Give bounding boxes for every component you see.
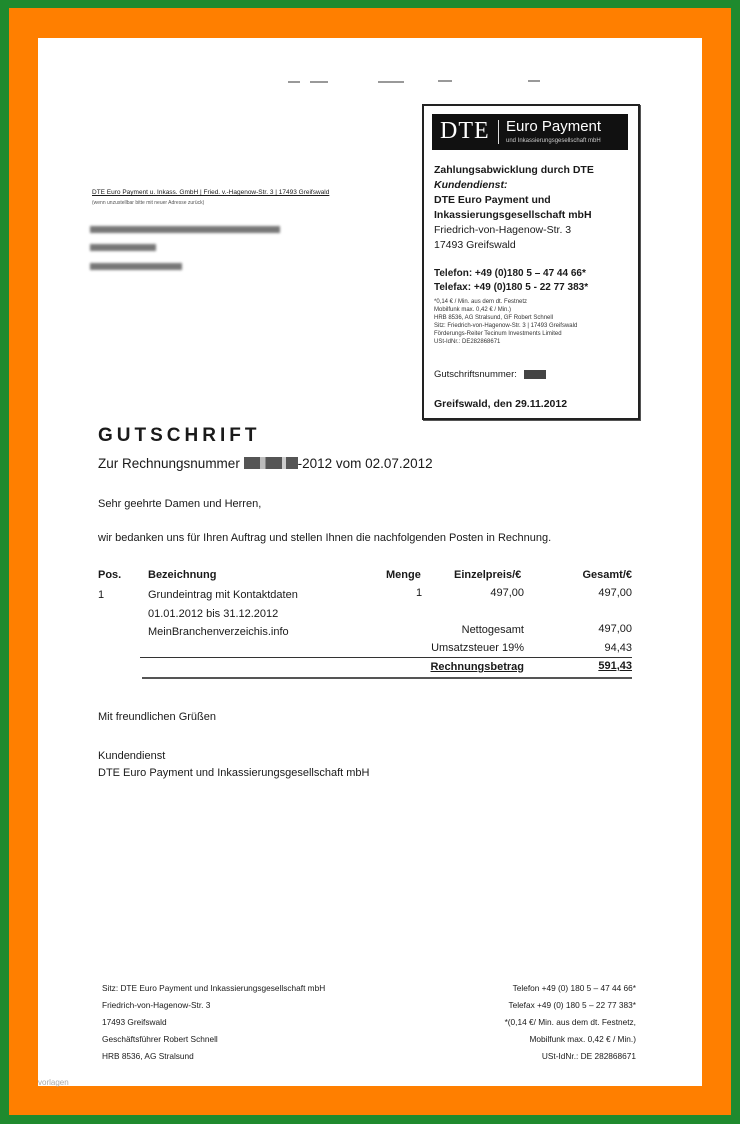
item-description-line2: 01.01.2012 bis 31.12.2012	[148, 608, 279, 620]
scan-mark	[528, 80, 540, 82]
footer-right-line: *(0,14 €/ Min. aus dem dt. Festnetz,	[504, 1017, 636, 1027]
signature-company: DTE Euro Payment und Inkassierungsgesellschaft mbH	[98, 767, 370, 779]
footer-left-line: HRB 8536, AG Stralsund	[102, 1051, 194, 1061]
footer-contact-info	[438, 980, 636, 1065]
company-phone: Telefon: +49 (0)180 5 – 47 44 66*	[434, 268, 586, 279]
reference-suffix: -2012 vom 02.07.2012	[297, 456, 433, 471]
invoice-number-redacted	[244, 457, 298, 469]
signature-department: Kundendienst	[98, 750, 166, 762]
invoice-amount-value: 591,43	[598, 660, 632, 672]
footer-right-line: USt-IdNr.: DE 282868671	[541, 1051, 636, 1061]
column-header-quantity: Menge	[386, 569, 421, 581]
letter-page	[38, 38, 702, 1086]
sender-note: (wenn unzustellbar bitte mit neuer Adresse zurück)	[92, 200, 205, 206]
item-total: 497,00	[598, 587, 632, 599]
credit-number-row	[434, 369, 546, 380]
company-street: Friedrich-von-Hagenow-Str. 3	[434, 224, 572, 236]
reference-prefix: Zur Rechnungsnummer	[98, 456, 240, 471]
logo-divider	[498, 120, 499, 144]
column-header-unit-price: Einzelpreis/€	[454, 569, 522, 581]
item-description-line3: MeinBranchenverzeichis.info	[148, 626, 289, 638]
intro-text: wir bedanken uns für Ihren Auftrag und stellen Ihnen die nachfolgenden Posten in Rechnung.	[98, 532, 552, 544]
small-print-line: Mobilfunk max. 0,42 € / Min.)	[434, 307, 512, 313]
small-print-line: Förderungs-Reiter Tecinum Investments Limited	[434, 331, 562, 337]
closing-greeting: Mit freundlichen Grüßen	[98, 711, 216, 723]
totals-divider	[140, 657, 632, 658]
vat-label: Umsatzsteuer 19%	[431, 642, 524, 654]
item-unit-price: 497,00	[490, 587, 524, 599]
logo-brand: DTE	[440, 118, 490, 144]
net-total-value: 497,00	[598, 623, 632, 635]
scan-mark	[310, 81, 328, 83]
customer-service-label: Kundendienst:	[434, 179, 508, 191]
item-pos: 1	[98, 589, 105, 601]
salutation: Sehr geehrte Damen und Herren,	[98, 498, 262, 510]
footer-left-line: 17493 Greifswald	[102, 1017, 167, 1027]
footer-right-line: Telefon +49 (0) 180 5 – 47 44 66*	[512, 983, 636, 993]
footer-left-line: Sitz: DTE Euro Payment und Inkassierungsgesellschaft mbH	[102, 983, 326, 993]
small-print-line: HRB 8536, AG Stralsund, GF Robert Schnell	[434, 315, 554, 321]
total-underline	[142, 677, 632, 679]
company-legal-small-print	[434, 298, 577, 346]
credit-number-redacted	[524, 370, 546, 379]
company-info-box	[422, 104, 640, 420]
invoice-reference	[98, 456, 433, 471]
sender-return-address: DTE Euro Payment u. Inkass. GmbH | Fried. v.-Hagenow-Str. 3 | 17493 Greifswald	[92, 189, 330, 196]
footer-company-info	[102, 980, 325, 1065]
scan-mark	[288, 81, 300, 83]
item-description-line1: Grundeintrag mit Kontaktdaten	[148, 589, 298, 601]
footer-right-line: Telefax +49 (0) 180 5 – 22 77 383*	[508, 1000, 636, 1010]
small-print-line: Sitz: Friedrich-von-Hagenow-Str. 3 | 17493 Greifswald	[434, 323, 578, 329]
document-title: GUTSCHRIFT	[98, 425, 261, 446]
invoice-amount-label: Rechnungsbetrag	[430, 661, 524, 673]
scan-mark	[378, 81, 404, 83]
logo-subline: und Inkassierungsgesellschaft mbH	[506, 138, 601, 144]
small-print-line: USt-IdNr.: DE282868671	[434, 339, 501, 345]
payment-processing-heading: Zahlungsabwicklung durch DTE	[434, 164, 594, 176]
company-name-line1: DTE Euro Payment und	[434, 194, 551, 206]
place-and-date: Greifswald, den 29.11.2012	[434, 398, 568, 410]
watermark-text: vorlagen	[38, 1078, 69, 1087]
small-print-line: *0,14 € / Min. aus dem dt. Festnetz	[434, 299, 528, 305]
column-header-description: Bezeichnung	[148, 569, 217, 581]
dte-logo	[432, 114, 628, 150]
company-name-line2: Inkassierungsgesellschaft mbH	[434, 209, 592, 221]
footer-left-line: Geschäftsführer Robert Schnell	[102, 1034, 218, 1044]
item-quantity: 1	[416, 587, 423, 599]
logo-name: Euro Payment	[506, 118, 602, 135]
credit-number-label: Gutschriftsnummer:	[434, 369, 517, 380]
scan-mark	[438, 80, 452, 82]
footer-left-line: Friedrich-von-Hagenow-Str. 3	[102, 1000, 211, 1010]
company-city: 17493 Greifswald	[434, 239, 516, 251]
vat-value: 94,43	[604, 642, 632, 654]
footer-right-line: Mobilfunk max. 0,42 € / Min.)	[529, 1034, 636, 1044]
column-header-pos: Pos.	[98, 569, 122, 581]
company-fax: Telefax: +49 (0)180 5 - 22 77 383*	[434, 282, 589, 293]
column-header-total: Gesamt/€	[582, 569, 632, 581]
net-total-label: Nettogesamt	[461, 624, 524, 636]
